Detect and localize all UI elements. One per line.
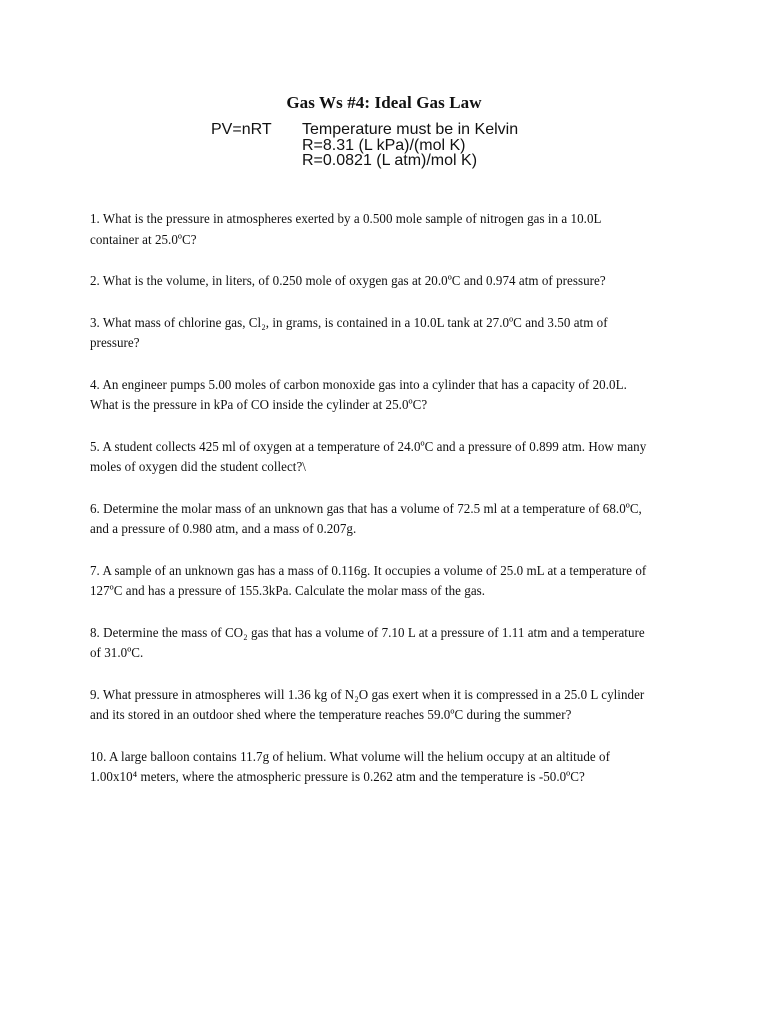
kelvin-note: Temperature must be in Kelvin bbox=[302, 121, 519, 138]
question-5: 5. A student collects 425 ml of oxygen at a temperature of 24.0ºC and a pressure of 0.899 atm. How many moles of oxygen did the student collect?\ bbox=[90, 439, 647, 475]
formula-block bbox=[211, 122, 518, 169]
gas-constant-atm: R=0.0821 (L atm)/mol K) bbox=[302, 152, 478, 169]
question-7: 7. A sample of an unknown gas has a mass of 0.116g. It occupies a volume of 25.0 mL at a temperature of 127ºC and has a pressure of 155.3kPa. Calculate the molar mass of the gas. bbox=[90, 563, 647, 599]
ideal-gas-equation: PV=nRT bbox=[211, 121, 272, 138]
question-3: 3. What mass of chlorine gas, Cl₂, in grams, is contained in a 10.0L tank at 27.0ºC and 3.50 atm of pressure? bbox=[90, 315, 608, 351]
question-4: 4. An engineer pumps 5.00 moles of carbon monoxide gas into a cylinder that has a capacity of 20.0L. What is the pressure in kPa of CO inside the cylinder at 25.0ºC? bbox=[90, 377, 627, 413]
question-1: 1. What is the pressure in atmospheres exerted by a 0.500 mole sample of nitrogen gas in a 10.0L container at 25.0ºC? bbox=[90, 212, 602, 248]
question-6: 6. Determine the molar mass of an unknown gas that has a volume of 72.5 ml at a temperature of 68.0ºC, and a pressure of 0.980 atm, and a mass of 0.207g. bbox=[90, 501, 642, 537]
worksheet-title: Gas Ws #4: Ideal Gas Law bbox=[286, 93, 482, 112]
gas-constant-kpa: R=8.31 (L kPa)/(mol K) bbox=[302, 136, 466, 154]
question-8: 8. Determine the mass of CO₂ gas that has a volume of 7.10 L at a pressure of 1.11 atm and a temperature of 31.0ºC. bbox=[90, 625, 645, 661]
formula-row bbox=[211, 122, 518, 138]
question-2: 2. What is the volume, in liters, of 0.250 mole of oxygen gas at 20.0ºC and 0.974 atm of pressure? bbox=[90, 274, 606, 289]
question-9: 9. What pressure in atmospheres will 1.36 kg of N₂O gas exert when it is compressed in a 25.0 L cylinder and its stored in an outdoor shed where the temperature reaches 59.0ºC during the summer? bbox=[90, 687, 645, 723]
question-10: 10. A large balloon contains 11.7g of helium. What volume will the helium occupy at an altitude of 1.00x10⁴ meters, where the atmospheric pressure is 0.262 atm and the temperature is -50.0ºC? bbox=[90, 749, 610, 785]
question-list bbox=[90, 210, 648, 810]
